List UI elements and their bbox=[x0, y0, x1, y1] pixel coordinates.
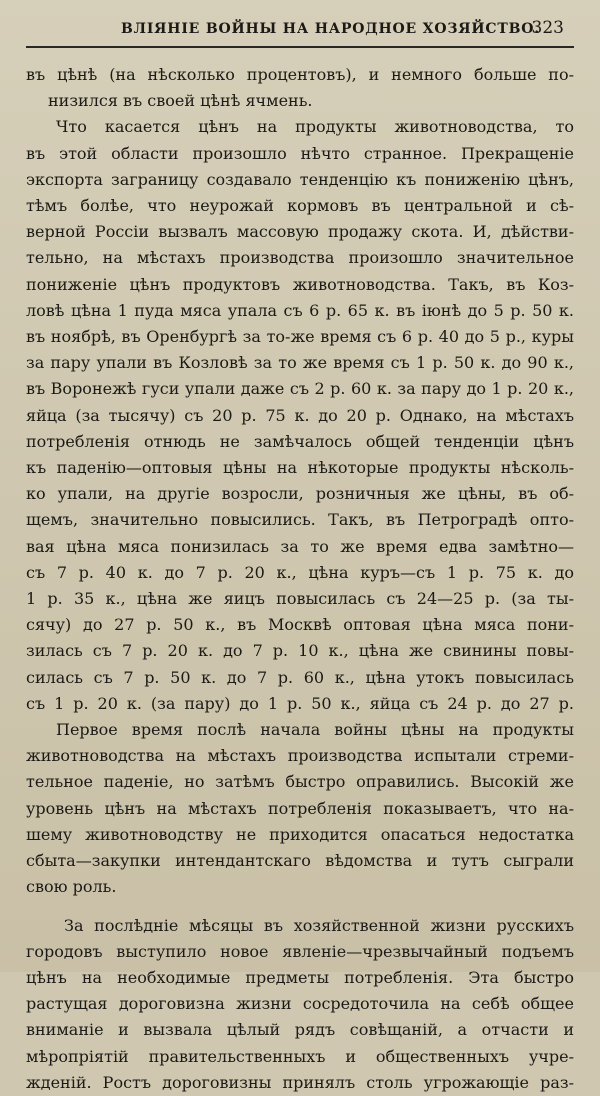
text-line: съ 1 р. 20 к. (за пару) до 1 р. 50 к., яйца съ 24 р. до 27 р. bbox=[26, 693, 574, 713]
text-line: съ 7 р. 40 к. до 7 р. 20 к., цѣна куръ—съ 1 р. 75 к. до bbox=[26, 562, 574, 582]
text-line: вая цѣна мяса понизилась за то же время едва замѣтно— bbox=[26, 536, 574, 556]
text-line: въ цѣнѣ (на нѣсколько процентовъ), и немного больше по- bbox=[26, 65, 574, 84]
text-line: за пару упали въ Козловѣ за то же время съ 1 р. 50 к. до 90 к., bbox=[26, 353, 574, 373]
text-line: цѣнъ на необходимые предметы потребленiя. Эта быстро bbox=[26, 967, 574, 987]
text-line: въ этой области произошло нѣчто странное. Прекращенiе bbox=[26, 143, 574, 163]
text-line: Что касается цѣнъ на продукты животноводства, то bbox=[56, 117, 574, 137]
text-line: силась съ 7 р. 50 к. до 7 р. 60 к., цѣна утокъ повысилась bbox=[26, 667, 574, 687]
text-line: ко упали, на другiе возросли, розничныя же цѣны, въ об- bbox=[26, 484, 574, 504]
page-number: 323 bbox=[531, 18, 564, 38]
paragraph-3 bbox=[26, 717, 574, 900]
paragraph-1 bbox=[26, 62, 574, 114]
text-line: 1 р. 35 к., цѣна же яицъ повысилась съ 24—25 р. (за ты- bbox=[26, 589, 574, 609]
text-line: свою роль. bbox=[26, 877, 117, 897]
text-line: щемъ, значительно повысились. Такъ, въ Петроградѣ опто- bbox=[26, 510, 574, 530]
text-line: шему животноводству не приходится опасаться недостатка bbox=[26, 824, 574, 844]
text-line: вниманiе и вызвала цѣлый рядъ совѣщанiй, а отчасти и bbox=[26, 1020, 574, 1040]
text-line: ловѣ цѣна 1 пуда мяса упала съ 6 р. 65 к. въ iюнѣ до 5 р. 50 к. bbox=[26, 300, 574, 320]
paragraph-2 bbox=[26, 114, 574, 717]
text-line: тельно, на мѣстахъ производства произошло значительное bbox=[26, 248, 574, 268]
text-line: къ паденiю—оптовыя цѣны на нѣкоторые продукты нѣсколь- bbox=[26, 458, 574, 478]
text-line: зилась съ 7 р. 20 к. до 7 р. 10 к., цѣна же свинины повы- bbox=[26, 641, 574, 661]
text-line: уровень цѣнъ на мѣстахъ потребленiя показываетъ, что на- bbox=[26, 798, 574, 818]
text-line: въ Воронежѣ гуси упали даже съ 2 р. 60 к. за пару до 1 р. 20 к., bbox=[26, 379, 574, 399]
text-line: экспорта заграницу создавало тенденцiю къ пониженiю цѣнъ, bbox=[26, 169, 574, 189]
text-line: растущая дороговизна жизни сосредоточила на себѣ общее bbox=[26, 994, 574, 1014]
text-line: сбыта—закупки интендантскаго вѣдомства и тутъ сыграли bbox=[26, 851, 574, 871]
body-text bbox=[26, 62, 574, 1096]
text-line: низился въ своей цѣнѣ ячмень. bbox=[48, 91, 313, 111]
text-line: верной Россiи вызвалъ массовую продажу скота. И, дѣйстви- bbox=[26, 222, 574, 242]
text-line: За послѣднiе мѣсяцы въ хозяйственной жизни русскихъ bbox=[64, 915, 574, 935]
paragraph-4 bbox=[26, 913, 574, 1096]
text-line: яйца (за тысячу) съ 20 р. 75 к. до 20 р. Однако, на мѣстахъ bbox=[26, 405, 574, 425]
running-head: ВЛIЯНIЕ ВОЙНЫ НА НАРОДНОЕ ХОЗЯЙСТВО. bbox=[121, 21, 540, 37]
text-line: жденiй. Ростъ дороговизны принялъ столь угрожающiе раз- bbox=[26, 1072, 574, 1092]
text-line: сячу) до 27 р. 50 к., въ Москвѣ оптовая цѣна мяса пони- bbox=[26, 615, 574, 635]
text-line: въ ноябрѣ, въ Оренбургѣ за то-же время съ 6 р. 40 до 5 р., куры bbox=[26, 327, 574, 347]
page-header bbox=[26, 12, 574, 48]
text-line: животноводства на мѣстахъ производства испытали стреми- bbox=[26, 746, 574, 766]
text-line: мѣропрiятiй правительственныхъ и общественныхъ учре- bbox=[26, 1046, 574, 1066]
text-line: городовъ выступило новое явленiе—чрезвычайный подъемъ bbox=[26, 941, 574, 961]
text-line: Первое время послѣ начала войны цѣны на продукты bbox=[56, 720, 574, 740]
text-line: потребленiя отнюдь не замѣчалось общей тенденцiи цѣнъ bbox=[26, 431, 574, 451]
text-line: пониженiе цѣнъ продуктовъ животноводства. Такъ, въ Коз- bbox=[26, 274, 574, 294]
text-line: тѣмъ болѣе, что неурожай кормовъ въ центральной и сѣ- bbox=[26, 196, 574, 216]
text-line: тельное паденiе, но затѣмъ быстро оправились. Высокiй же bbox=[26, 772, 574, 792]
